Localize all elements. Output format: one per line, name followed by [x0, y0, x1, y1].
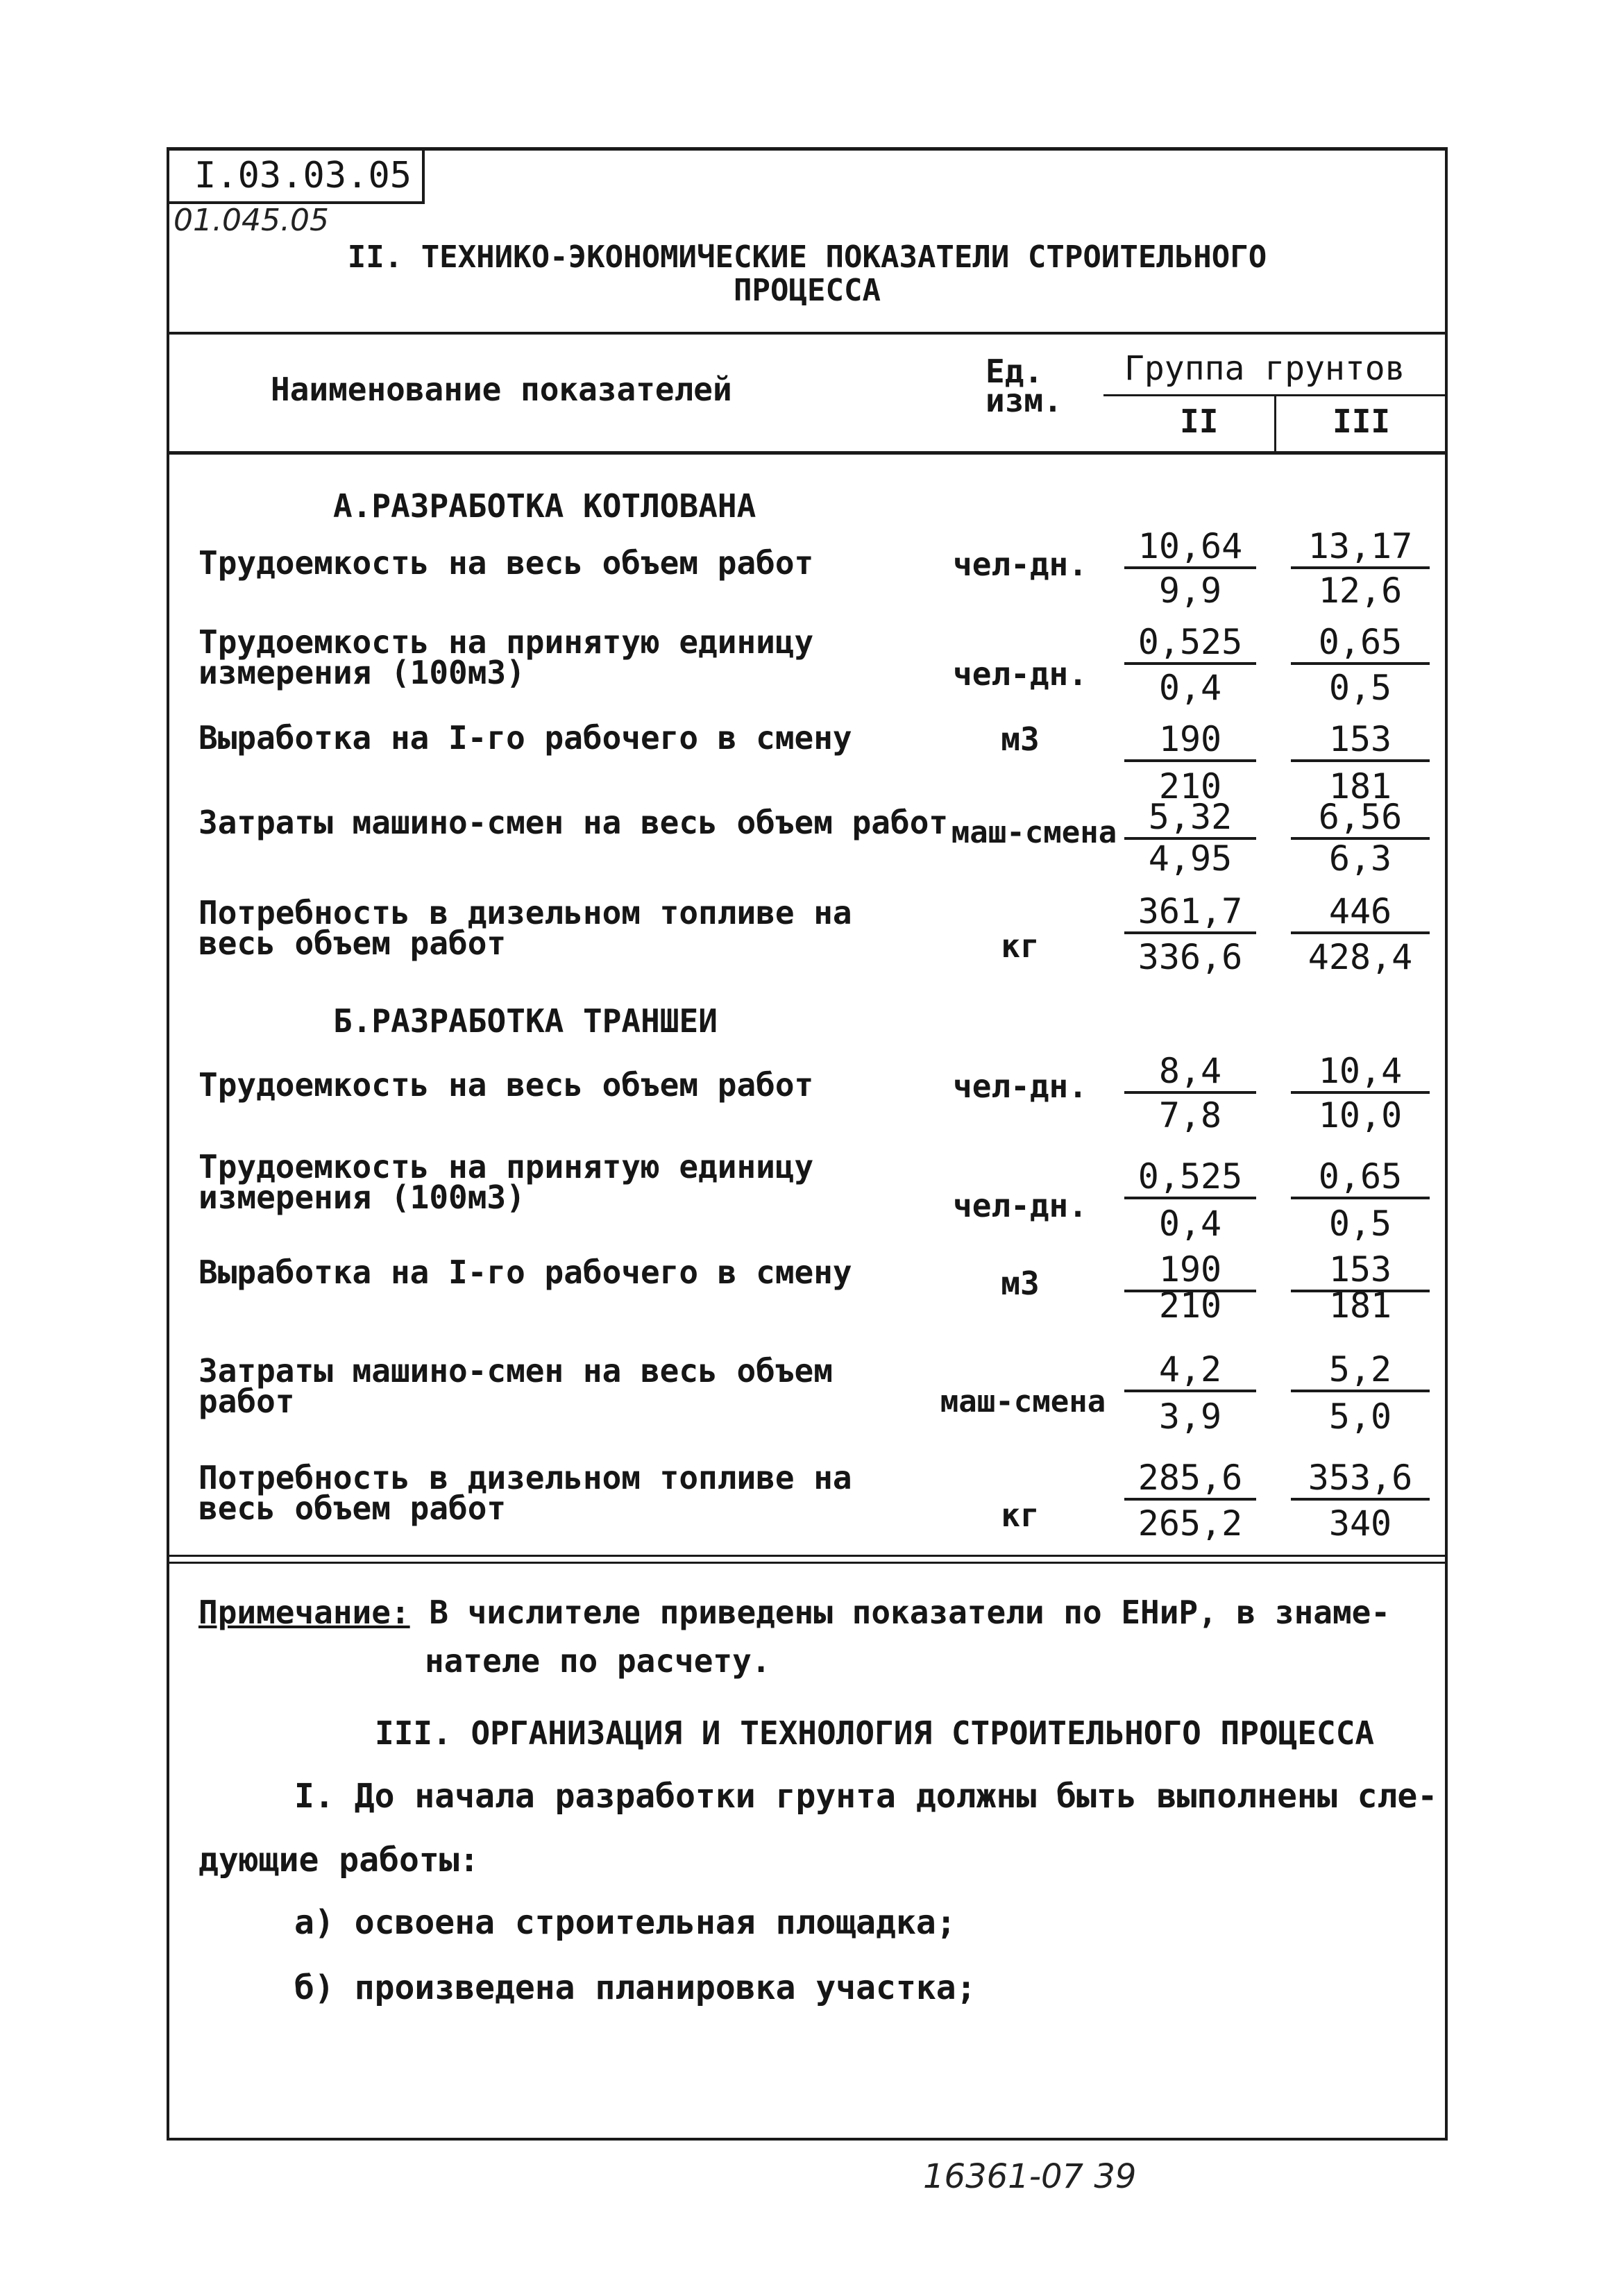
- row-a4-iii-denominator: 6,3: [1328, 838, 1392, 879]
- list-item-b: б) произведена планировка участка;: [294, 1968, 976, 2007]
- row-b3-ii-denominator: 210: [1158, 1285, 1222, 1326]
- row-b1-ii-denominator: 7,8: [1158, 1095, 1222, 1136]
- row-b4-iii-numerator: 5,2: [1291, 1349, 1430, 1392]
- row-b1-iii-numerator: 10,4: [1291, 1051, 1430, 1094]
- section-a-title: А.РАЗРАБОТКА КОТЛОВАНА: [333, 487, 756, 525]
- row-a3-iii-denominator: 181: [1328, 766, 1392, 807]
- table-bottom-rule-2: [169, 1562, 1445, 1564]
- row-b2-unit: чел-дн.: [953, 1187, 1088, 1224]
- row-a2-iii-denominator: 0,5: [1328, 668, 1392, 708]
- section-title-line1: II. ТЕХНИКО-ЭКОНОМИЧЕСКИЕ ПОКАЗАТЕЛИ СТРОИТЕЛЬНОГО: [347, 239, 1267, 275]
- row-b2-iii-numerator: 0,65: [1291, 1156, 1430, 1199]
- row-b4-ii-denominator: 3,9: [1158, 1396, 1222, 1437]
- row-b3-iii-denominator: 181: [1328, 1285, 1392, 1326]
- row-b2-name-line1: Трудоемкость на принятую единицу: [198, 1148, 814, 1185]
- row-a5-ii-numerator: 361,7: [1124, 891, 1256, 934]
- row-a2-name-line2: измерения (100м3): [198, 654, 525, 691]
- section-b-title: Б.РАЗРАБОТКА ТРАНШЕИ: [333, 1002, 718, 1040]
- row-a5-ii-denominator: 336,6: [1137, 937, 1243, 977]
- row-a1-ii-numerator: 10,64: [1124, 526, 1256, 569]
- row-b5-name-line2: весь объем работ: [198, 1489, 507, 1527]
- row-a3-name: Выработка на I-го рабочего в смену: [198, 719, 852, 757]
- header-unit-line2: изм.: [985, 382, 1063, 419]
- row-a5-iii-numerator: 446: [1291, 891, 1430, 934]
- row-b2-ii-numerator: 0,525: [1124, 1156, 1256, 1199]
- row-a5-iii-denominator: 428,4: [1308, 937, 1413, 977]
- row-a2-ii-numerator: 0,525: [1124, 622, 1256, 665]
- row-a1-ii-denominator: 9,9: [1158, 571, 1222, 611]
- row-a5-name-line1: Потребность в дизельном топливе на: [198, 894, 852, 931]
- row-a2-ii-denominator: 0,4: [1158, 668, 1222, 708]
- row-b3-ii-numerator: 190: [1124, 1249, 1256, 1292]
- row-a4-ii-numerator: 5,32: [1124, 797, 1256, 840]
- row-b1-unit: чел-дн.: [953, 1067, 1088, 1105]
- row-a4-ii-denominator: 4,95: [1148, 838, 1233, 879]
- note-line1: [198, 1594, 1390, 1631]
- header-col-iii: III: [1332, 403, 1391, 440]
- row-b3-iii-numerator: 153: [1291, 1249, 1430, 1292]
- row-a1-unit: чел-дн.: [953, 546, 1088, 583]
- row-a1-iii-numerator: 13,17: [1291, 526, 1430, 569]
- row-a5-unit: кг: [1001, 927, 1040, 965]
- document-code: I.03.03.05: [167, 147, 425, 204]
- note-text-line1: В числителе приведены показатели по ЕНиР, в знаме-: [429, 1594, 1391, 1631]
- row-b3-unit: м3: [1001, 1265, 1040, 1302]
- row-b4-name-line2: работ: [198, 1383, 295, 1420]
- row-a3-unit: м3: [1001, 720, 1040, 758]
- footer-handwritten: 16361-07 39: [923, 2157, 1137, 2196]
- row-b5-ii-denominator: 265,2: [1137, 1503, 1243, 1544]
- note-text-line2: нателе по расчету.: [425, 1642, 771, 1680]
- paragraph-1-continued: дующие работы:: [198, 1841, 480, 1880]
- row-a1-name: Трудоемкость на весь объем работ: [198, 544, 814, 582]
- table-bottom-rule-1: [169, 1555, 1445, 1557]
- section-title-line2: ПРОЦЕССА: [734, 273, 881, 308]
- header-unit-line1: Ед.: [985, 353, 1044, 390]
- row-b5-name-line1: Потребность в дизельном топливе на: [198, 1459, 852, 1496]
- paragraph-1: I. До начала разработки грунта должны быть выполнены сле-: [294, 1777, 1438, 1816]
- row-a3-ii-denominator: 210: [1158, 766, 1222, 807]
- group-column-divider: [1274, 394, 1276, 453]
- row-b5-ii-numerator: 285,6: [1124, 1458, 1256, 1501]
- row-b1-iii-denominator: 10,0: [1318, 1095, 1403, 1136]
- row-b3-name: Выработка на I-го рабочего в смену: [198, 1253, 852, 1291]
- header-name: Наименование показателей: [271, 371, 732, 408]
- section3-title: III. ОРГАНИЗАЦИЯ И ТЕХНОЛОГИЯ СТРОИТЕЛЬНОГО ПРОЦЕССА: [375, 1714, 1375, 1752]
- row-b1-ii-numerator: 8,4: [1124, 1051, 1256, 1094]
- row-b2-iii-denominator: 0,5: [1328, 1204, 1392, 1244]
- row-a4-iii-numerator: 6,56: [1291, 797, 1430, 840]
- row-a4-name: Затраты машино-смен на весь объем работ: [198, 804, 949, 841]
- row-b5-iii-denominator: 340: [1328, 1503, 1392, 1544]
- table-top-rule: [169, 332, 1445, 335]
- row-b4-name-line1: Затраты машино-смен на весь объем: [198, 1352, 833, 1390]
- row-b2-name-line2: измерения (100м3): [198, 1179, 525, 1216]
- row-b5-unit: кг: [1001, 1496, 1040, 1534]
- row-a4-unit: маш-смена: [951, 815, 1117, 850]
- header-group: Группа грунтов: [1124, 349, 1405, 388]
- row-a5-name-line2: весь объем работ: [198, 925, 507, 962]
- table-header-bottom-rule: [169, 451, 1445, 455]
- row-a2-iii-numerator: 0,65: [1291, 622, 1430, 665]
- row-a2-name-line1: Трудоемкость на принятую единицу: [198, 623, 814, 661]
- row-b2-ii-denominator: 0,4: [1158, 1204, 1222, 1244]
- row-b1-name: Трудоемкость на весь объем работ: [198, 1066, 814, 1104]
- row-a3-iii-numerator: 153: [1291, 719, 1430, 762]
- row-b4-unit: маш-смена: [940, 1384, 1106, 1419]
- header-col-ii: II: [1180, 403, 1219, 440]
- note-label: Примечание:: [198, 1594, 410, 1631]
- handwritten-code: 01.045.05: [174, 203, 329, 238]
- row-b5-iii-numerator: 353,6: [1291, 1458, 1430, 1501]
- row-a3-ii-numerator: 190: [1124, 719, 1256, 762]
- row-b4-iii-denominator: 5,0: [1328, 1396, 1392, 1437]
- row-b4-ii-numerator: 4,2: [1124, 1349, 1256, 1392]
- list-item-a: а) освоена строительная площадка;: [294, 1903, 956, 1942]
- row-a2-unit: чел-дн.: [953, 655, 1088, 693]
- row-a1-iii-denominator: 12,6: [1318, 571, 1403, 611]
